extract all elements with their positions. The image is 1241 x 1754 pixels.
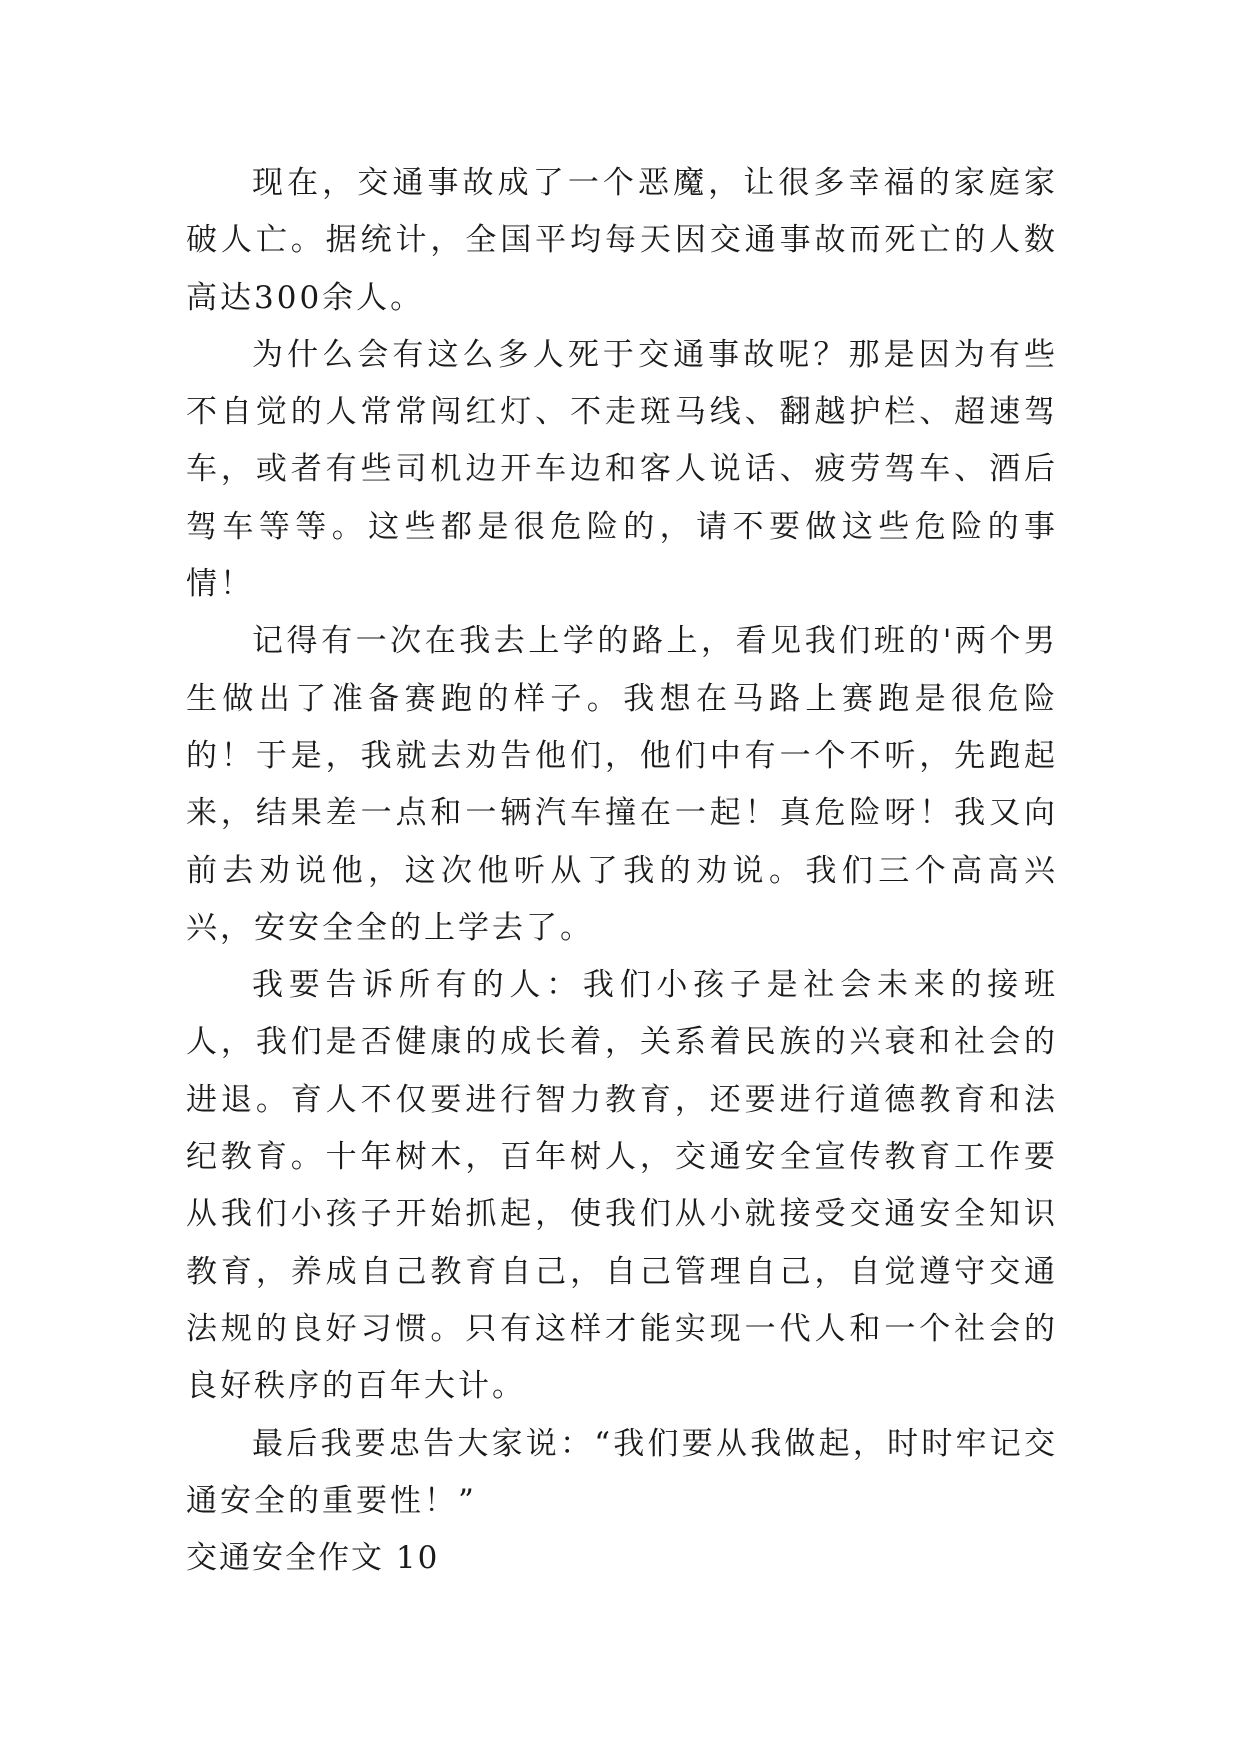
paragraph-3: 记得有一次在我去上学的路上，看见我们班的'两个男生做出了准备赛跑的样子。我想在马路上赛跑是很危险的！于是，我就去劝告他们，他们中有一个不听，先跑起来，结果差一点和一辆汽车撞在一起！真危险呀！我又向前去劝说他，这次他听从了我的劝说。我们三个高高兴兴，安安全全的上学去了。 bbox=[186, 623, 1058, 946]
section-heading: 交通安全作文 10 bbox=[186, 1540, 440, 1577]
paragraph-2: 为什么会有这么多人死于交通事故呢？那是因为有些不自觉的人常常闯红灯、不走斑马线、翻越护栏、超速驾车，或者有些司机边开车边和客人说话、疲劳驾车、酒后驾车等等。这些都是很危险的，请不要做这些危险的事情！ bbox=[186, 336, 1058, 603]
paragraph-1: 现在，交通事故成了一个恶魔，让很多幸福的家庭家破人亡。据统计，全国平均每天因交通事故而死亡的人数高达300余人。 bbox=[186, 165, 1058, 316]
document-body bbox=[186, 155, 1058, 1587]
paragraph-5: 最后我要忠告大家说：“我们要从我做起，时时牢记交通安全的重要性！” bbox=[186, 1425, 1058, 1519]
paragraph-4: 我要告诉所有的人：我们小孩子是社会未来的接班人，我们是否健康的成长着，关系着民族的兴衰和社会的进退。育人不仅要进行智力教育，还要进行道德教育和法纪教育。十年树木，百年树人，交通安全宣传教育工作要从我们小孩子开始抓起，使我们从小就接受交通安全知识教育，养成自己教育自己，自己管理自己，自觉遵守交通法规的良好习惯。只有这样才能实现一代人和一个社会的良好秩序的百年大计。 bbox=[186, 967, 1058, 1405]
